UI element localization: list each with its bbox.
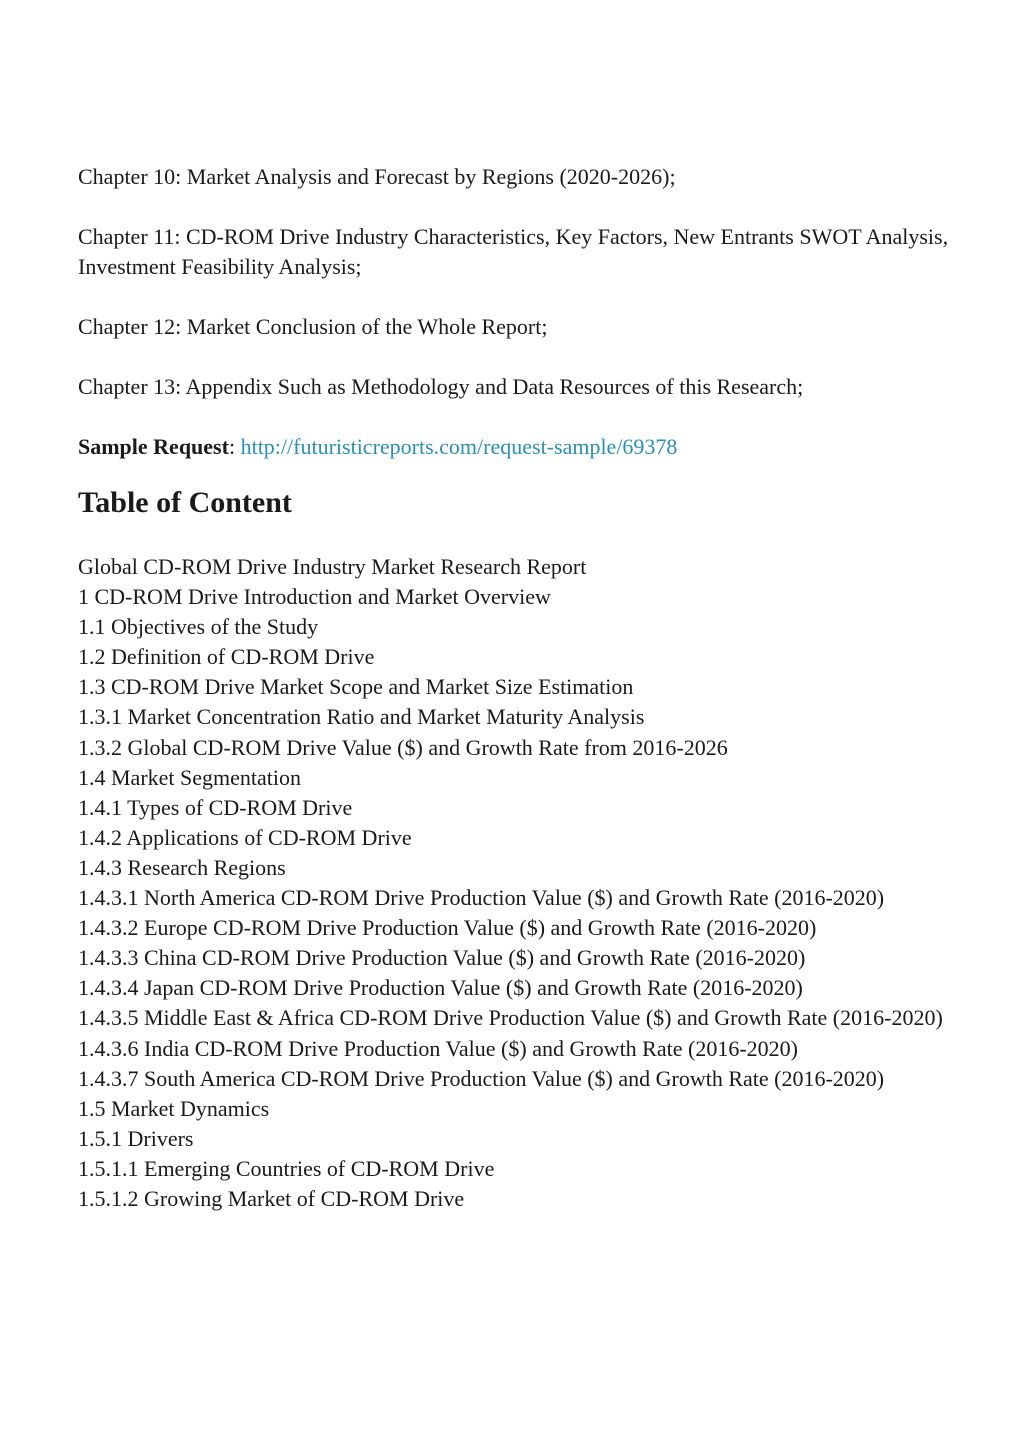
toc-item: 1.3.1 Market Concentration Ratio and Market Maturity Analysis [78,704,645,730]
toc-item: 1.4.3.5 Middle East & Africa CD-ROM Drive Production Value ($) and Growth Rate (2016-2020) [78,1005,943,1031]
toc-item: 1.1 Objectives of the Study [78,614,319,640]
toc-item: 1 CD-ROM Drive Introduction and Market Overview [78,584,551,610]
toc-item: 1.4.2 Applications of CD-ROM Drive [78,824,412,850]
chapter-11-paragraph: Chapter 11: CD-ROM Drive Industry Characteristics, Key Factors, New Entrants SWOT Analysis, Investment Feasibility Analysis; [78,224,949,279]
toc-item: 1.4 Market Segmentation [78,764,302,790]
toc-item: 1.2 Definition of CD-ROM Drive [78,644,375,670]
toc-item: 1.4.1 Types of CD-ROM Drive [78,794,353,820]
toc-item: 1.3 CD-ROM Drive Market Scope and Market Size Estimation [78,674,634,700]
toc-item: 1.4.3.6 India CD-ROM Drive Production Value ($) and Growth Rate (2016-2020) [78,1035,798,1061]
chapter-10-paragraph: Chapter 10: Market Analysis and Forecast by Regions (2020-2026); [78,164,676,189]
toc-heading: Table of Content [78,486,292,519]
toc-item: 1.4.3.4 Japan CD-ROM Drive Production Value ($) and Growth Rate (2016-2020) [78,975,803,1001]
toc-item: 1.4.3.2 Europe CD-ROM Drive Production Value ($) and Growth Rate (2016-2020) [78,915,817,941]
sample-request-label: Sample Request [78,434,229,459]
toc-item: 1.5.1 Drivers [78,1125,194,1151]
toc-item: 1.5.1.1 Emerging Countries of CD-ROM Drive [78,1155,495,1181]
sample-request-separator: : [228,434,241,459]
chapter-13-paragraph: Chapter 13: Appendix Such as Methodology and Data Resources of this Research; [78,374,804,399]
toc-item: 1.4.3.3 China CD-ROM Drive Production Value ($) and Growth Rate (2016-2020) [78,945,806,971]
document-page [78,162,958,1214]
toc-item: 1.5.1.2 Growing Market of CD-ROM Drive [78,1185,465,1211]
toc-item: 1.5 Market Dynamics [78,1095,270,1121]
chapter-12-paragraph: Chapter 12: Market Conclusion of the Whole Report; [78,314,548,339]
toc-item: 1.4.3.1 North America CD-ROM Drive Production Value ($) and Growth Rate (2016-2020) [78,885,885,911]
toc-item: 1.4.3.7 South America CD-ROM Drive Production Value ($) and Growth Rate (2016-2020) [78,1065,885,1091]
sample-request-link[interactable]: http://futuristicreports.com/request-sample/69378 [240,434,678,459]
toc-item: 1.3.2 Global CD-ROM Drive Value ($) and Growth Rate from 2016-2026 [78,734,728,760]
sample-request-line [78,432,958,462]
toc-item: 1.4.3 Research Regions [78,854,286,880]
toc-item: Global CD-ROM Drive Industry Market Research Report [78,554,587,579]
toc-list [78,552,958,1214]
